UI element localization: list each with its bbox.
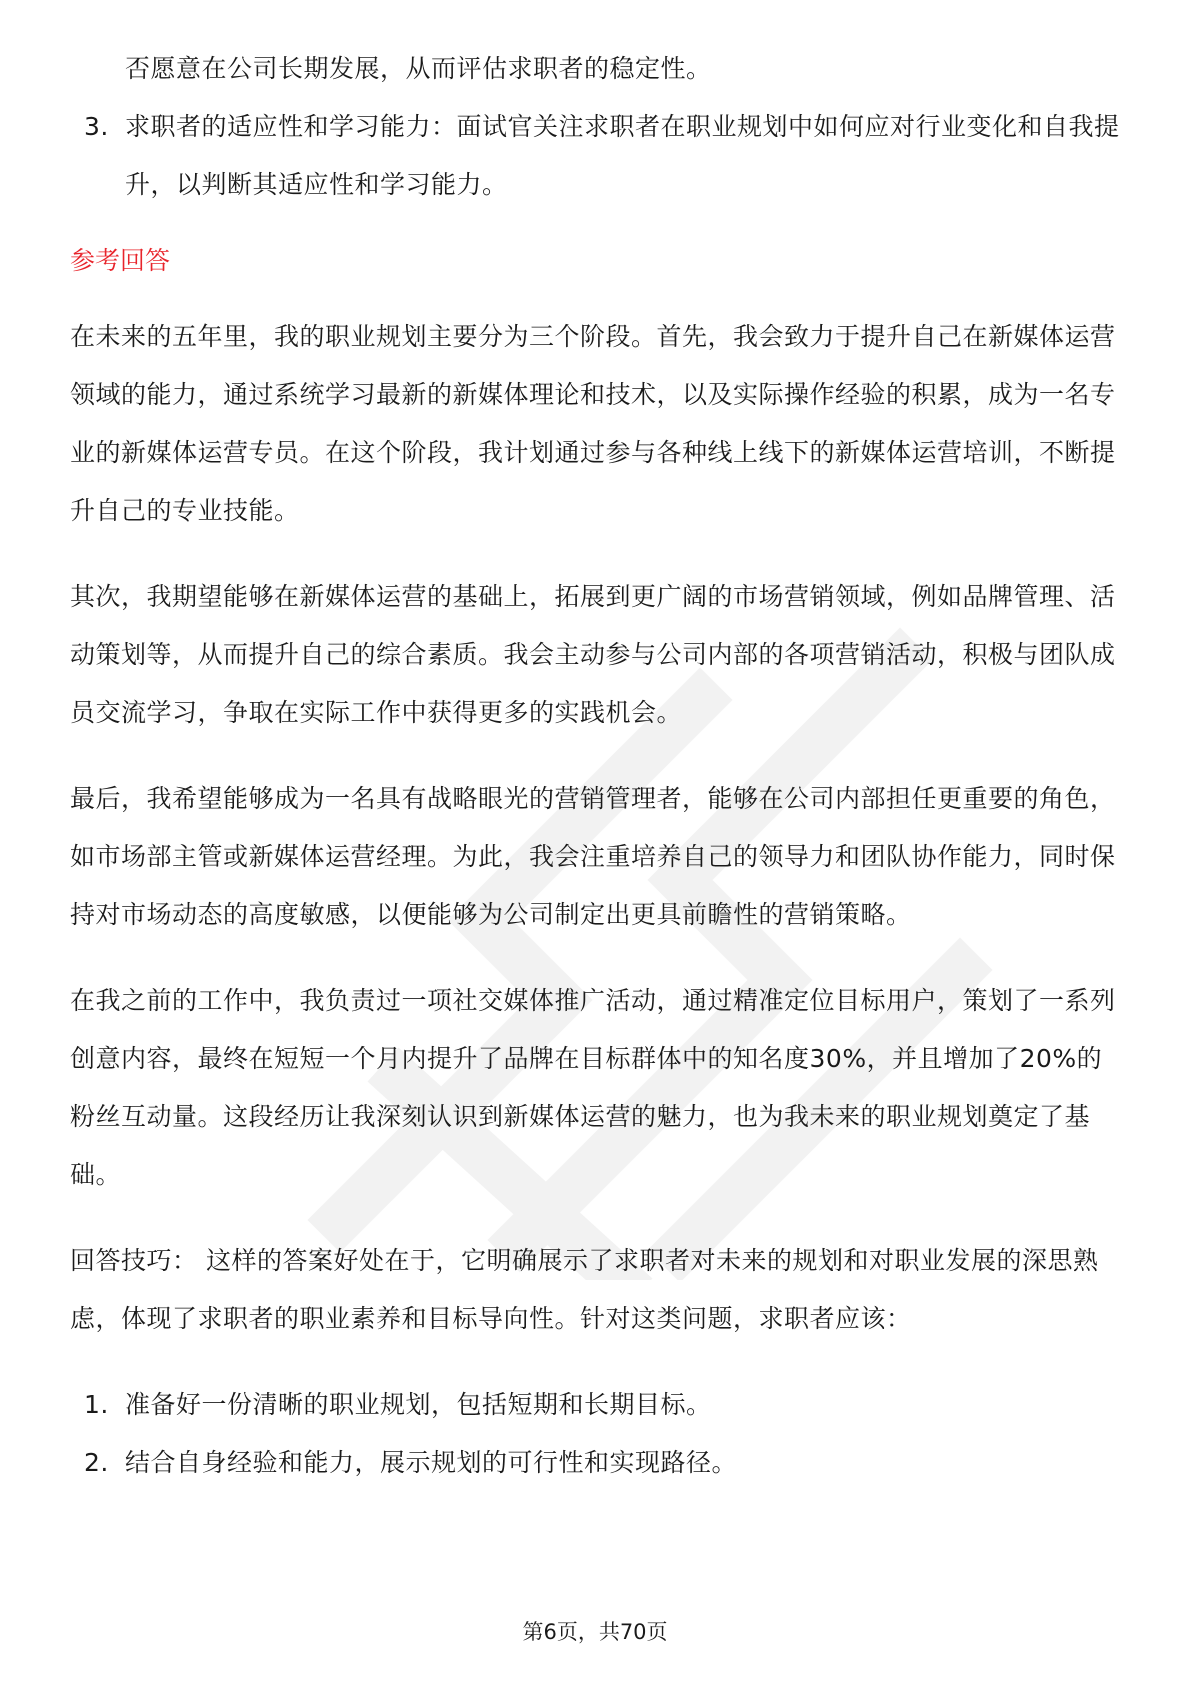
section-heading: 参考回答 bbox=[70, 246, 171, 275]
list-item-text: 准备好一份清晰的职业规划，包括短期和长期目标。 bbox=[125, 1390, 712, 1419]
list-item-text: 结合自身经验和能力，展示规划的可行性和实现路径。 bbox=[125, 1448, 738, 1477]
answer-paragraph-1: 在未来的五年里，我的职业规划主要分为三个阶段。首先，我会致力于提升自己在新媒体运营领域的能力，通过系统学习最新的新媒体理论和技术，以及实际操作经验的积累，成为一名专业的新媒体运营专员。在这个阶段，我计划通过参与各种线上线下的新媒体运营培训，不断提升自己的专业技能。 bbox=[70, 322, 1116, 525]
list-item bbox=[70, 1434, 1120, 1492]
top-numbered-list bbox=[70, 98, 1120, 214]
list-continuation-text: 否愿意在公司长期发展，从而评估求职者的稳定性。 bbox=[125, 54, 712, 83]
page-content bbox=[70, 40, 1120, 1492]
list-item-number: 3. bbox=[84, 112, 109, 141]
page-footer: 第6页，共70页 bbox=[522, 1620, 668, 1644]
answer-paragraph-3: 最后，我希望能够成为一名具有战略眼光的营销管理者，能够在公司内部担任更重要的角色，如市场部主管或新媒体运营经理。为此，我会注重培养自己的领导力和团队协作能力，同时保持对市场动态的高度敏感，以便能够为公司制定出更具前瞻性的营销策略。 bbox=[70, 784, 1116, 929]
list-item-number: 1. bbox=[84, 1390, 109, 1419]
list-item-number: 2. bbox=[84, 1448, 109, 1477]
list-item bbox=[70, 1376, 1120, 1434]
tips-paragraph: 回答技巧： 这样的答案好处在于，它明确展示了求职者对未来的规划和对职业发展的深思熟虑，体现了求职者的职业素养和目标导向性。针对这类问题，求职者应该： bbox=[70, 1246, 1099, 1333]
answer-paragraph-2: 其次，我期望能够在新媒体运营的基础上，拓展到更广阔的市场营销领域，例如品牌管理、活动策划等，从而提升自己的综合素质。我会主动参与公司内部的各项营销活动，积极与团队成员交流学习，争取在实际工作中获得更多的实践机会。 bbox=[70, 582, 1116, 727]
answer-paragraph-4: 在我之前的工作中，我负责过一项社交媒体推广活动，通过精准定位目标用户，策划了一系列创意内容，最终在短短一个月内提升了品牌在目标群体中的知名度30%，并且增加了20%的粉丝互动量。这段经历让我深刻认识到新媒体运营的魅力，也为我未来的职业规划奠定了基础。 bbox=[70, 986, 1116, 1189]
list-item-text: 求职者的适应性和学习能力：面试官关注求职者在职业规划中如何应对行业变化和自我提升，以判断其适应性和学习能力。 bbox=[125, 112, 1120, 199]
bottom-numbered-list bbox=[70, 1376, 1120, 1492]
list-item bbox=[70, 98, 1120, 214]
